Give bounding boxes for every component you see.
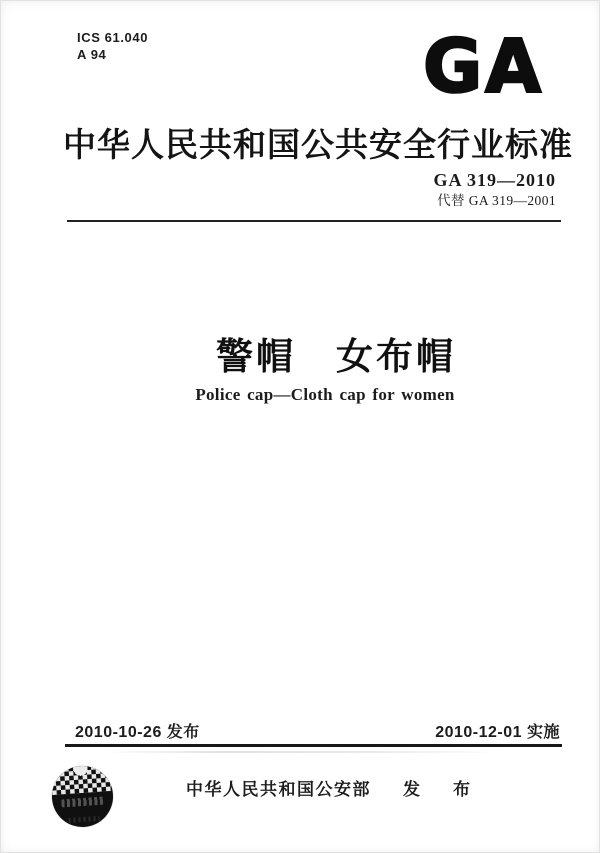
ics-classification-block [77,30,148,64]
publisher-row [64,775,600,800]
document-title-en: Police cap—Cloth cap for women [195,385,455,404]
header-rule [67,220,561,222]
replaces-note: 代替 GA 319—2001 [437,192,556,208]
anti-counterfeit-seal-icon [50,764,115,829]
standard-number-block [433,169,556,209]
footer-rule [65,744,562,747]
issue-date: 2010-10-26 发布 [75,724,200,741]
ics-code-text: ICS 61.040 [77,30,149,45]
seal-dot-band [68,816,100,823]
implement-date: 2010-12-01 实施 [435,724,560,741]
ga-logo: GA [423,23,544,109]
classification-code-text: A 94 [77,46,107,62]
issued-label: 发 布 [403,780,478,799]
document-title-cn: 警帽 女布帽 [216,336,456,377]
standard-code: GA 319—2010 [433,170,556,190]
seal-checker-pattern [50,764,115,795]
issuer-name: 中华人民共和国公安部 [186,780,371,799]
seal-glyph-band [61,796,105,807]
dates-row [75,719,560,742]
standard-category-title: 中华人民共和国公共安全行业标准 [63,126,573,163]
